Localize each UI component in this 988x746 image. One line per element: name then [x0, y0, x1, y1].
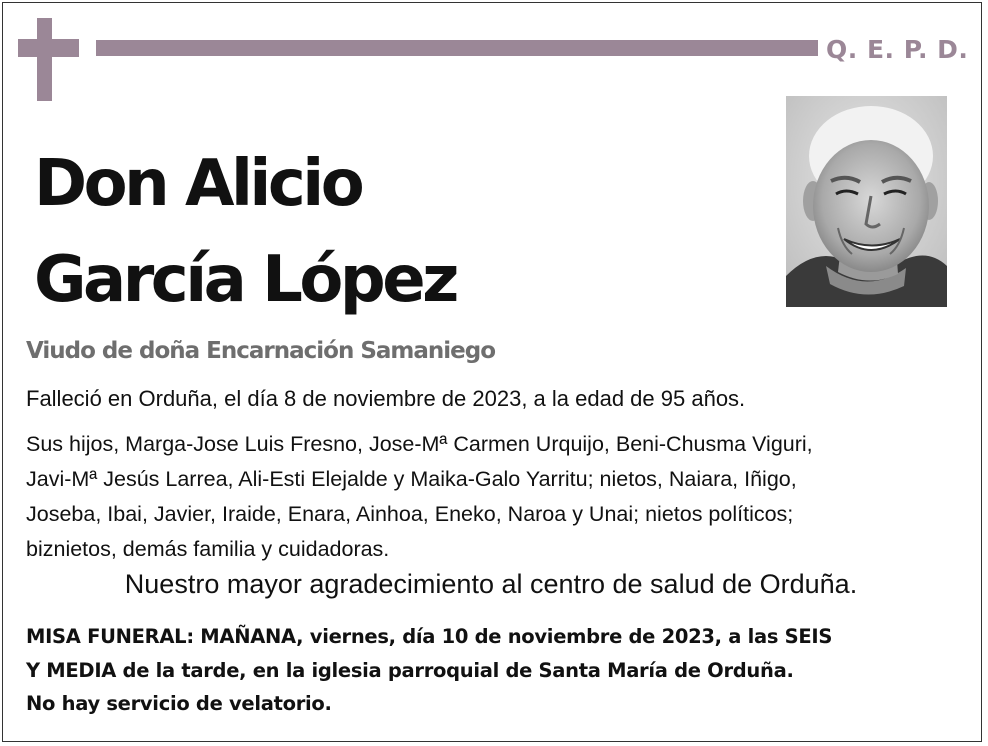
wake-notice: No hay servicio de velatorio. [26, 692, 332, 715]
family-line: Joseba, Ibai, Javier, Iraide, Enara, Ainhoa, Eneko, Naroa y Unai; nietos políticos; [26, 502, 794, 526]
family-line: biznietos, demás familia y cuidadoras. [26, 537, 390, 561]
deceased-name [34, 136, 456, 328]
portrait-photo [786, 96, 947, 307]
qepd-label: Q. E. P. D. [826, 35, 969, 64]
funeral-mass-info [26, 620, 832, 688]
header-bar [96, 40, 818, 56]
family-list [26, 427, 813, 567]
name-line-1: Don Alicio [34, 147, 362, 221]
name-line-2: García López [34, 243, 456, 317]
death-notice: Falleció en Orduña, el día 8 de noviembre de 2023, a la edad de 95 años. [26, 386, 746, 411]
thanks-line: Nuestro mayor agradecimiento al centro de salud de Orduña. [124, 569, 858, 599]
funeral-line: MISA FUNERAL: MAÑANA, viernes, día 10 de noviembre de 2023, a las SEIS [26, 625, 833, 648]
family-line: Javi-Mª Jesús Larrea, Ali-Esti Elejalde y Maika-Galo Yarritu; nietos, Naiara, Iñigo, [26, 467, 797, 491]
family-line: Sus hijos, Marga-Jose Luis Fresno, Jose-Mª Carmen Urquijo, Beni-Chusma Viguri, [26, 432, 813, 456]
widow-line: Viudo de doña Encarnación Samaniego [26, 338, 496, 364]
funeral-line: Y MEDIA de la tarde, en la iglesia parroquial de Santa María de Orduña. [26, 659, 794, 682]
